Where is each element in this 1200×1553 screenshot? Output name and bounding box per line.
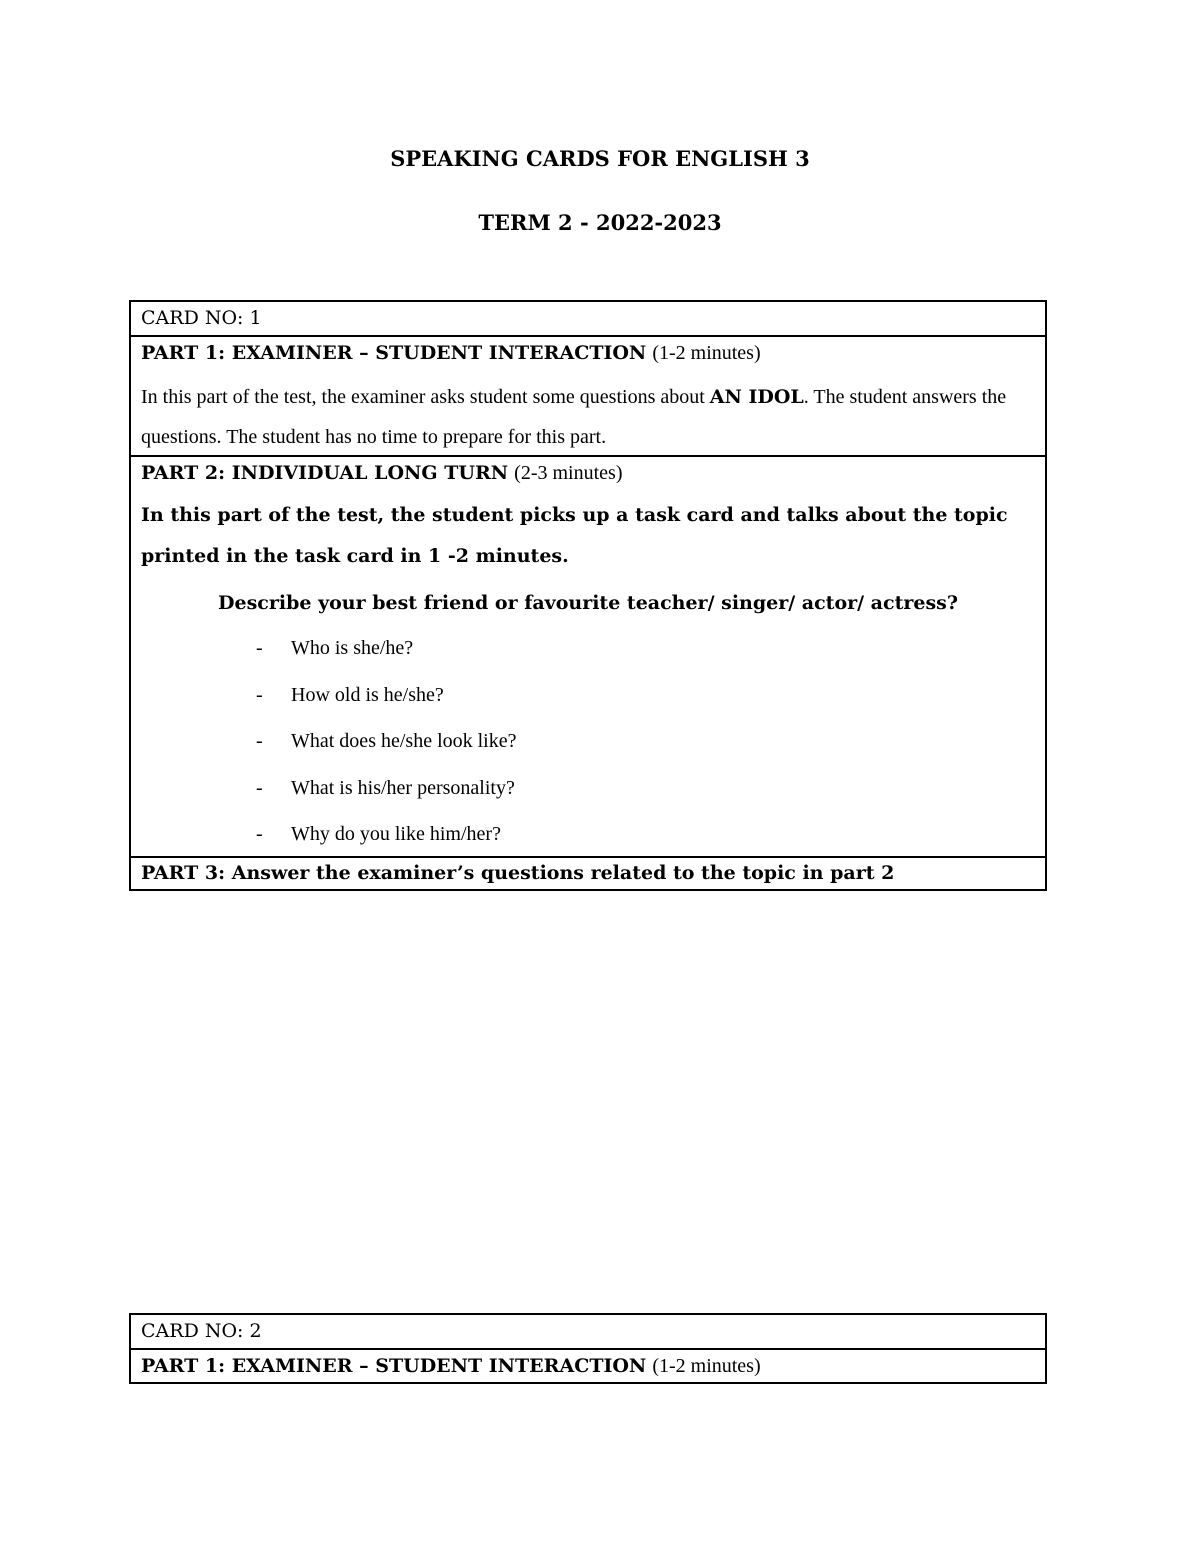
part-3-section (131, 856, 1045, 889)
bullet-dash: - (256, 730, 263, 752)
speaking-card-1 (129, 300, 1047, 891)
part-1-title: PART 1: EXAMINER – STUDENT INTERACTION (141, 342, 647, 364)
part-2-heading (141, 457, 1035, 489)
part-1-title: PART 1: EXAMINER – STUDENT INTERACTION (141, 1355, 647, 1377)
list-item (141, 625, 1035, 672)
list-item (141, 718, 1035, 765)
question-text: Who is she/he? (291, 637, 414, 659)
list-item (141, 811, 1035, 858)
part-1-heading (141, 337, 1035, 369)
question-text: What is his/her personality? (291, 776, 515, 799)
part-1-section (131, 335, 1045, 455)
task-card-prompt: Describe your best friend or favourite teacher/ singer/ actor/ actress? (218, 592, 958, 614)
document-title: SPEAKING CARDS FOR ENGLISH 3 (390, 146, 810, 171)
part-1-duration: (1-2 minutes) (652, 1355, 761, 1377)
question-text: What does he/she look like? (291, 730, 517, 752)
card-number-label: CARD NO: 1 (141, 307, 262, 329)
part-1-text-before: In this part of the test, the examiner asks student some questions about (141, 386, 710, 408)
part-2-instruction: In this part of the test, the student picks up a task card and talks about the topic printed in the task card in 1 -2 minutes. (141, 504, 1008, 567)
part-2-title: PART 2: INDIVIDUAL LONG TURN (141, 462, 509, 484)
bullet-dash: - (256, 776, 263, 799)
bullet-dash: - (256, 823, 263, 845)
list-item (141, 672, 1035, 719)
card-number (131, 1315, 1045, 1348)
question-text: How old is he/she? (291, 683, 444, 706)
card-number (131, 302, 1045, 335)
bullet-dash: - (256, 637, 263, 659)
document-term: TERM 2 - 2022-2023 (478, 210, 722, 235)
bullet-dash: - (256, 683, 263, 706)
card-number-label: CARD NO: 2 (141, 1320, 262, 1342)
question-text: Why do you like him/her? (291, 823, 501, 845)
list-item (141, 765, 1035, 812)
part-1-duration: (1-2 minutes) (652, 342, 761, 364)
part-1-heading (141, 1350, 1035, 1382)
part-1-topic: AN IDOL (709, 386, 804, 408)
part-3-text: PART 3: Answer the examiner’s questions related to the topic in part 2 (141, 862, 895, 884)
part-2-duration: (2-3 minutes) (514, 462, 623, 484)
part-1-description (141, 377, 1035, 457)
speaking-card-2 (129, 1313, 1047, 1384)
task-card-questions (141, 625, 1035, 858)
part-1-section (131, 1348, 1045, 1382)
part-2-section (131, 455, 1045, 856)
part-1-text-after: . The student answers the questions. The student has no time to prepare for this part. (141, 386, 1007, 448)
